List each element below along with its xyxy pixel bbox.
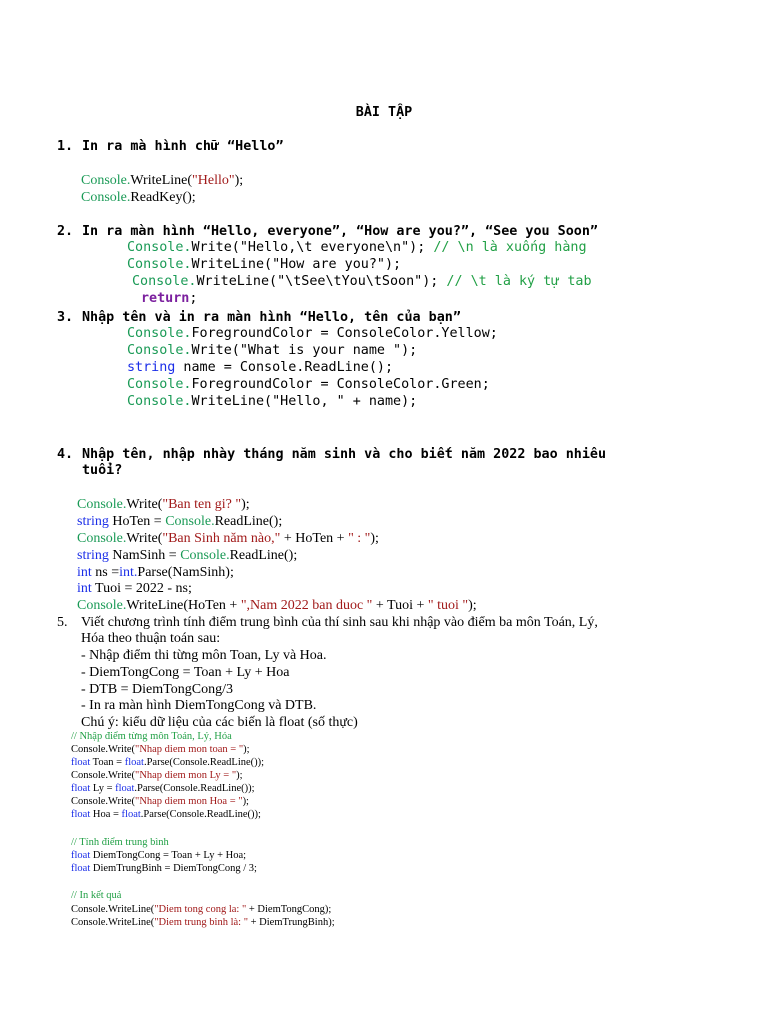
exercise-4-heading-line-1: Nhập tên, nhập nhày tháng năm sinh và cho biết năm 2022 bao nhiêu [82,447,607,462]
exercise-4-number: 4. [57,447,74,462]
code-4-line-1: Console.Write("Ban ten gi? "); [77,497,250,512]
exercise-5-desc-line-3: - Nhập điểm thi từng môn Toan, Ly và Hoa. [81,648,327,663]
code-5-line-11: // In kết quả [71,890,122,901]
code-5-line-3: float Toan = float.Parse(Console.ReadLine()); [71,757,265,768]
code-5-line-4: Console.Write("Nhap diem mon Ly = "); [71,770,243,781]
exercise-2-number: 2. [57,224,74,239]
code-3-line-1: Console.ForegroundColor = ConsoleColor.Yellow; [127,326,498,341]
exercise-5-desc-line-1: Viết chương trình tính điểm trung bình của thí sinh sau khi nhập vào điểm ba môn Toán, Lý, [81,615,598,630]
code-5-line-7: float Hoa = float.Parse(Console.ReadLine()); [71,809,261,820]
code-2-line-2: Console.WriteLine("How are you?"); [127,257,402,272]
exercise-4-heading-line-2: tuổi? [82,463,123,478]
exercise-3-number: 3. [57,310,74,325]
exercise-5-desc-line-5: - DTB = DiemTongCong/3 [81,682,233,697]
exercise-5-desc-line-6: - In ra màn hình DiemTongCong và DTB. [81,698,317,713]
exercise-5-desc-line-7: Chú ý: kiểu dữ liệu của các biến là float (số thực) [81,715,358,730]
code-4-line-4: string NamSinh = Console.ReadLine(); [77,548,298,563]
exercise-5-desc-line-4: - DiemTongCong = Toan + Ly + Hoa [81,665,290,680]
code-4-line-3: Console.Write("Ban Sinh năm nào," + HoTen + " : "); [77,531,379,546]
page-title: BÀI TẬP [355,105,413,120]
code-2-line-3: Console.WriteLine("\tSee\tYou\tSoon"); // \t là ký tự tab [132,274,592,289]
code-5-line-13: Console.WriteLine("Diem trung binh là: " + DiemTrungBinh); [71,917,335,928]
code-5-line-2: Console.Write("Nhap diem mon toan = "); [71,744,250,755]
code-5-line-12: Console.WriteLine("Diem tong cong la: " + DiemTongCong); [71,904,332,915]
code-4-line-7: Console.WriteLine(HoTen + ",Nam 2022 ban duoc " + Tuoi + " tuoi "); [77,598,477,613]
code-4-line-5: int ns =int.Parse(NamSinh); [77,565,234,580]
code-5-line-8: // Tính điểm trung bình [71,837,169,848]
exercise-5-number: 5. [57,615,68,630]
code-4-line-6: int Tuoi = 2022 - ns; [77,581,192,596]
code-2-line-1: Console.Write("Hello,\t everyone\n"); // \n là xuống hàng [127,240,587,255]
exercise-1-heading: In ra mà hình chữ “Hello” [82,139,284,154]
exercise-5-desc-line-2: Hóa theo thuận toán sau: [81,631,221,646]
code-3-line-5: Console.WriteLine("Hello, " + name); [127,394,418,409]
code-4-line-2: string HoTen = Console.ReadLine(); [77,514,283,529]
code-5-line-6: Console.Write("Nhap diem mon Hoa = "); [71,796,249,807]
exercise-1-number: 1. [57,139,74,154]
code-3-line-4: Console.ForegroundColor = ConsoleColor.Green; [127,377,490,392]
code-1-line-1: Console.WriteLine("Hello"); [81,173,244,188]
code-5-line-5: float Ly = float.Parse(Console.ReadLine()); [71,783,255,794]
code-3-line-2: Console.Write("What is your name "); [127,343,418,358]
code-5-line-9: float DiemTongCong = Toan + Ly + Hoa; [71,850,247,861]
code-1-line-2: Console.ReadKey(); [81,190,196,205]
exercise-2-heading: In ra màn hình “Hello, everyone”, “How are you?”, “See you Soon” [82,224,598,239]
exercise-3-heading: Nhập tên và in ra màn hình “Hello, tên của bạn” [82,310,461,325]
code-5-line-10: float DiemTrungBinh = DiemTongCong / 3; [71,863,257,874]
code-2-line-4: return; [141,291,198,306]
code-5-line-1: // Nhập điểm từng môn Toán, Lý, Hóa [71,731,232,742]
code-3-line-3: string name = Console.ReadLine(); [127,360,394,375]
